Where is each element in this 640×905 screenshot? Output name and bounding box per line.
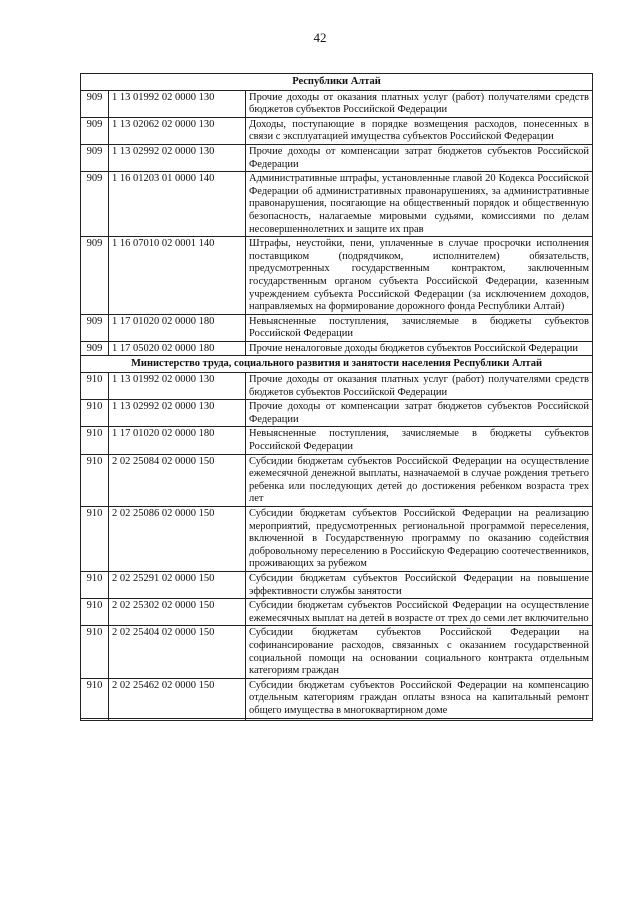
admin-code-cell <box>81 718 109 720</box>
table-row <box>81 373 593 400</box>
table-row <box>81 341 593 356</box>
admin-code-cell: 910 <box>81 626 109 678</box>
revenue-name-cell: Субсидии бюджетам субъектов Российской Федерации на софинансирование расходов, связанных с оказанием государственной социальной помощи на основании социального контракта отдельным категориям граждан <box>246 626 593 678</box>
admin-code-cell: 909 <box>81 314 109 341</box>
budget-code-cell: 1 13 01992 02 0000 130 <box>109 90 246 117</box>
section-header-row <box>81 356 593 373</box>
section-title: Республики Алтай <box>81 74 593 91</box>
revenue-name-cell: Доходы, поступающие в порядке возмещения расходов, понесенных в связи с эксплуатацией имущества субъектов Российской Федерации <box>246 117 593 144</box>
revenue-name-cell: Штрафы, неустойки, пени, уплаченные в случае просрочки исполнения поставщиком (подрядчиком, исполнителем) обязательств, предусмотренных государственным контрактом, заключенным государственным органом субъекта Российской Федерации, казенным учреждением субъекта Российской Федерации (за исключением доходов, направляемых на формирование дорожного фонда Республики Алтай) <box>246 237 593 315</box>
admin-code-cell: 909 <box>81 341 109 356</box>
table-row <box>81 314 593 341</box>
table-row <box>81 117 593 144</box>
admin-code-cell: 909 <box>81 90 109 117</box>
revenue-name-cell: Прочие доходы от компенсации затрат бюджетов субъектов Российской Федерации <box>246 400 593 427</box>
revenue-classification-table <box>80 73 593 721</box>
admin-code-cell: 910 <box>81 373 109 400</box>
budget-code-cell: 2 02 25291 02 0000 150 <box>109 571 246 598</box>
budget-code-cell <box>109 718 246 720</box>
section-title: Министерство труда, социального развития и занятости населения Республики Алтай <box>81 356 593 373</box>
table-row <box>81 237 593 315</box>
revenue-name-cell: Невыясненные поступления, зачисляемые в бюджеты субъектов Российской Федерации <box>246 427 593 454</box>
table-row <box>81 571 593 598</box>
admin-code-cell: 910 <box>81 599 109 626</box>
table-row <box>81 599 593 626</box>
revenue-name-cell <box>246 718 593 720</box>
admin-code-cell: 910 <box>81 427 109 454</box>
admin-code-cell: 909 <box>81 144 109 171</box>
admin-code-cell: 910 <box>81 400 109 427</box>
admin-code-cell: 910 <box>81 454 109 506</box>
admin-code-cell: 910 <box>81 571 109 598</box>
admin-code-cell: 909 <box>81 172 109 237</box>
table-row <box>81 507 593 572</box>
admin-code-cell: 910 <box>81 678 109 718</box>
table-row <box>81 626 593 678</box>
revenue-name-cell: Субсидии бюджетам субъектов Российской Федерации на осуществление ежемесячной денежной выплаты, назначаемой в случае рождения третьего ребенка или последующих детей до достижения ребенком возраста трех лет <box>246 454 593 506</box>
budget-code-cell: 1 13 02992 02 0000 130 <box>109 400 246 427</box>
admin-code-cell: 909 <box>81 237 109 315</box>
budget-code-cell: 1 17 05020 02 0000 180 <box>109 341 246 356</box>
revenue-name-cell: Прочие доходы от оказания платных услуг (работ) получателями средств бюджетов субъектов Российской Федерации <box>246 90 593 117</box>
table-row <box>81 400 593 427</box>
revenue-name-cell: Субсидии бюджетам субъектов Российской Федерации на реализацию мероприятий, предусмотренных региональной программой переселения, включенной в Государственную программу по оказанию содействия добровольному переселению в Российскую Федерацию соотечественников, проживающих за рубежом <box>246 507 593 572</box>
table-row <box>81 454 593 506</box>
page-number: 42 <box>313 30 327 45</box>
revenue-name-cell: Субсидии бюджетам субъектов Российской Федерации на компенсацию отдельным категориям граждан оплаты взноса на капитальный ремонт общего имущества в многоквартирном доме <box>246 678 593 718</box>
table-row <box>81 90 593 117</box>
section-header-row <box>81 74 593 91</box>
budget-code-cell: 1 13 02992 02 0000 130 <box>109 144 246 171</box>
budget-code-cell: 2 02 25084 02 0000 150 <box>109 454 246 506</box>
revenue-name-cell: Субсидии бюджетам субъектов Российской Федерации на повышение эффективности службы занятости <box>246 571 593 598</box>
revenue-name-cell: Прочие неналоговые доходы бюджетов субъектов Российской Федерации <box>246 341 593 356</box>
revenue-name-cell: Административные штрафы, установленные главой 20 Кодекса Российской Федерации об административных правонарушениях, за административные правонарушения, посягающие на общественный порядок и общественную безопасность, налагаемые мировыми судьями, комиссиями по делам несовершеннолетних и защите их прав <box>246 172 593 237</box>
table-row <box>81 718 593 720</box>
budget-code-cell: 1 16 07010 02 0001 140 <box>109 237 246 315</box>
table-row <box>81 678 593 718</box>
revenue-name-cell: Прочие доходы от компенсации затрат бюджетов субъектов Российской Федерации <box>246 144 593 171</box>
budget-code-cell: 2 02 25086 02 0000 150 <box>109 507 246 572</box>
revenue-name-cell: Прочие доходы от оказания платных услуг (работ) получателями средств бюджетов субъектов Российской Федерации <box>246 373 593 400</box>
revenue-name-cell: Субсидии бюджетам субъектов Российской Федерации на осуществление ежемесячных выплат на детей в возрасте от трех до семи лет включительно <box>246 599 593 626</box>
table-row <box>81 144 593 171</box>
table-row <box>81 427 593 454</box>
admin-code-cell: 910 <box>81 507 109 572</box>
budget-code-cell: 2 02 25302 02 0000 150 <box>109 599 246 626</box>
admin-code-cell: 909 <box>81 117 109 144</box>
budget-code-cell: 1 13 01992 02 0000 130 <box>109 373 246 400</box>
budget-code-cell: 2 02 25462 02 0000 150 <box>109 678 246 718</box>
budget-code-cell: 1 13 02062 02 0000 130 <box>109 117 246 144</box>
table-row <box>81 172 593 237</box>
budget-code-cell: 1 17 01020 02 0000 180 <box>109 314 246 341</box>
budget-code-cell: 1 16 01203 01 0000 140 <box>109 172 246 237</box>
budget-code-cell: 1 17 01020 02 0000 180 <box>109 427 246 454</box>
budget-code-cell: 2 02 25404 02 0000 150 <box>109 626 246 678</box>
revenue-name-cell: Невыясненные поступления, зачисляемые в бюджеты субъектов Российской Федерации <box>246 314 593 341</box>
